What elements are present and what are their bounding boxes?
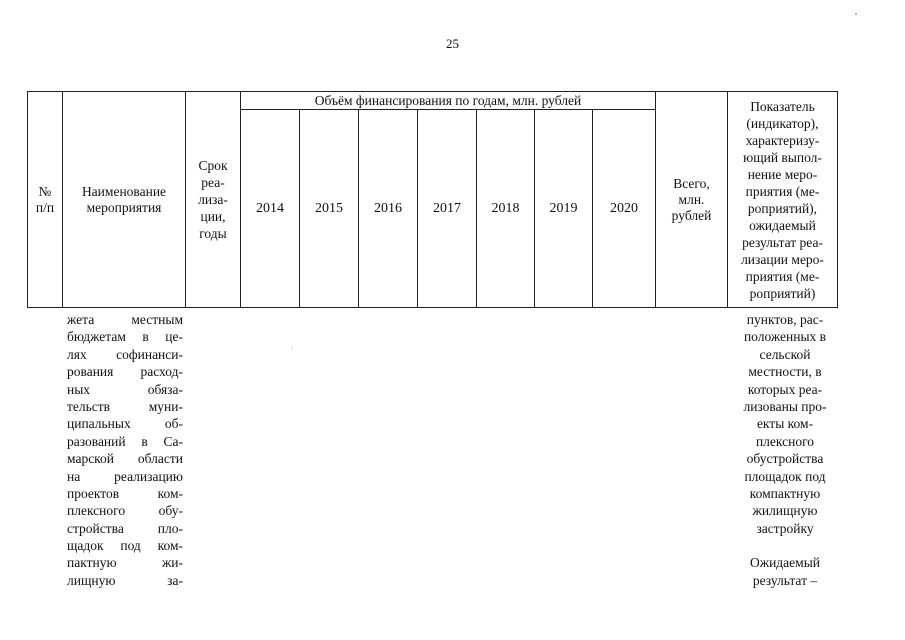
header-indicator-line-7: роприятий), (747, 200, 818, 216)
indicator-line-1: пунктов, рас- (746, 312, 824, 327)
name-word: в (142, 329, 149, 345)
name-word: плексного (67, 503, 126, 519)
name-word: обу- (158, 503, 183, 519)
name-word: реализацию (114, 468, 183, 484)
name-line-11 (67, 485, 183, 502)
name-word: пло- (157, 520, 183, 536)
name-word: разований (67, 433, 126, 449)
indicator-line-12: жилищную (752, 503, 818, 519)
name-word: лях (67, 346, 87, 362)
indicator-line-10: площадок под (744, 468, 826, 484)
name-word: ком- (157, 485, 183, 501)
name-word: ком- (157, 538, 183, 554)
header-year-2020: 2020 (593, 110, 656, 308)
name-word: Са- (163, 433, 183, 449)
header-number-line-1: № (38, 183, 52, 199)
program-table-header (27, 91, 838, 308)
header-term-line-3: лиза- (198, 192, 228, 207)
name-line-15 (67, 554, 183, 571)
indicator-line-11: компактную (749, 485, 821, 501)
name-word: местным (131, 312, 183, 327)
name-line-4 (67, 363, 183, 380)
header-term-line-2: реа- (201, 175, 225, 190)
name-word: муни- (148, 398, 183, 414)
header-indicator-line-3: характеризу- (745, 132, 820, 148)
name-word: проектов (67, 485, 120, 501)
header-term-line-4: ции, (200, 209, 226, 224)
header-year-2019: 2019 (535, 110, 593, 308)
name-word: бюджетам (67, 329, 126, 345)
name-line-14 (67, 537, 183, 554)
indicator-line-13: застройку (756, 520, 814, 536)
header-year-2016: 2016 (359, 110, 418, 308)
name-word: пактную (67, 555, 117, 571)
indicator-line-2: положенных в (743, 329, 827, 345)
header-indicator-line-11: приятия (ме- (745, 268, 820, 284)
name-line-3 (67, 346, 183, 363)
header-indicator-line-10: лизации меро- (741, 251, 824, 267)
name-word: в (141, 433, 148, 449)
header-year-2017: 2017 (418, 110, 477, 308)
header-total-line-1: Всего, (673, 175, 710, 191)
indicator-line-7: екты ком- (756, 416, 814, 432)
indicator-line-3: сельской (759, 346, 811, 362)
scan-speck (292, 348, 293, 349)
name-line-7 (67, 415, 183, 432)
indicator-line-4: местности, в (748, 364, 822, 380)
page-number: 25 (446, 36, 459, 51)
name-line-5 (67, 381, 183, 398)
name-word: за- (167, 572, 183, 588)
header-term-line-5: годы (199, 226, 227, 241)
name-word: тельств (67, 398, 111, 414)
name-line-9 (67, 450, 183, 467)
name-line-6 (67, 398, 183, 415)
name-word: жета (67, 312, 95, 327)
name-word: рования (67, 364, 114, 380)
name-word: ципальных (67, 416, 131, 432)
header-year-2014: 2014 (241, 110, 300, 308)
scan-speck (855, 13, 857, 15)
name-line-10 (67, 468, 183, 485)
indicator-line-6: лизованы про- (743, 398, 827, 414)
name-word: об- (164, 416, 183, 432)
name-line-1 (67, 311, 183, 328)
indicator-line-15: Ожидаемый (750, 555, 820, 571)
measure-name-continuation (67, 311, 183, 589)
name-line-2 (67, 328, 183, 345)
indicator-line-16: результат – (752, 572, 818, 588)
header-indicator-line-2: (индикатор), (746, 115, 819, 131)
indicator-paragraph-gap (730, 537, 840, 554)
name-word: ных (67, 381, 91, 397)
header-indicator-line-4: ющий выпол- (743, 149, 822, 165)
indicator-continuation (730, 311, 840, 589)
header-number-cell (28, 92, 63, 308)
name-word: обяза- (147, 381, 183, 397)
name-word: области (137, 451, 183, 467)
header-name-cell (63, 92, 186, 308)
indicator-line-5: которых реа- (747, 381, 823, 397)
header-total-cell (656, 92, 728, 308)
header-year-2015: 2015 (300, 110, 359, 308)
name-line-16 (67, 572, 183, 589)
name-word: це- (165, 329, 183, 345)
header-total-line-3: рублей (671, 207, 712, 223)
name-word: жи- (161, 555, 183, 571)
header-indicator-cell (728, 92, 838, 308)
name-word: под (120, 538, 141, 554)
name-word: расход- (140, 364, 183, 380)
header-name-line-1: Наименование (81, 183, 167, 199)
indicator-line-8: плексного (755, 433, 815, 449)
name-line-12 (67, 502, 183, 519)
name-word: стройства (67, 520, 124, 536)
header-indicator-line-1: Показатель (750, 98, 815, 114)
header-indicator-line-6: приятия (ме- (745, 183, 820, 199)
header-indicator-line-12: роприятий) (749, 285, 816, 301)
name-line-8 (67, 433, 183, 450)
name-line-13 (67, 520, 183, 537)
header-term-line-1: Срок (198, 158, 228, 173)
header-total-line-2: млн. (678, 191, 705, 207)
header-year-2018: 2018 (477, 110, 535, 308)
header-indicator-line-5: нение меро- (747, 166, 818, 182)
header-financing-title: Объём финансирования по годам, млн. рублей (241, 92, 656, 110)
name-word: софинанси- (116, 346, 183, 362)
header-number-line-2: п/п (35, 199, 55, 215)
name-word: щадок (67, 538, 104, 554)
header-term-cell (186, 92, 241, 308)
header-indicator-line-9: результат реа- (742, 234, 823, 250)
name-word: на (67, 468, 81, 484)
indicator-line-9: обустройства (746, 451, 824, 467)
name-word: лищную (67, 572, 116, 588)
name-word: марской (67, 451, 115, 467)
header-name-line-2: мероприятия (86, 199, 162, 215)
header-indicator-line-8: ожидаемый (749, 217, 816, 233)
